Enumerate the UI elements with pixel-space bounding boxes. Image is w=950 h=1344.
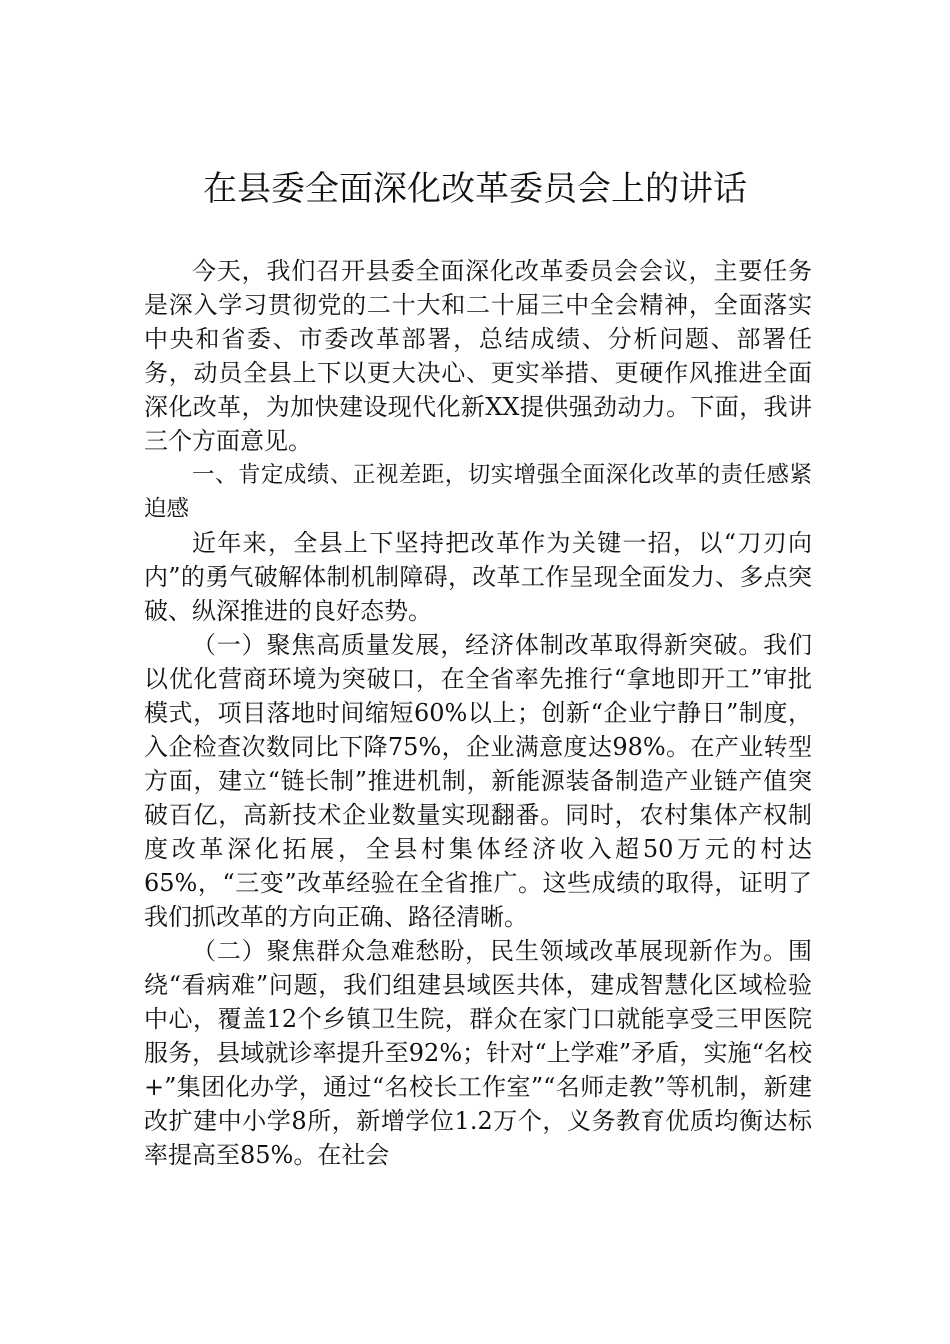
paragraph-livelihood-reform: （二）聚焦群众急难愁盼，民生领域改革展现新作为。围绕“看病难”问题，我们组建县域医共体，建成智慧化区域检验中心，覆盖12个乡镇卫生院，群众在家门口就能享受三甲医院服务，县域就诊率提升至92%；针对“上学难”矛盾，实施“名校+”集团化办学，通过“名校长工作室”“名师走教”等机制，新建改扩建中小学8所，新增学位1.2万个，义务教育优质均衡达标率提高至85%。在社会 bbox=[144, 937, 812, 1169]
document-title: 在县委全面深化改革委员会上的讲话 bbox=[203, 169, 747, 209]
section-heading-1: 一、肯定成绩、正视差距，切实增强全面深化改革的责任感紧迫感 bbox=[144, 462, 812, 522]
paragraph-overview: 近年来，全县上下坚持把改革作为关键一招，以“刀刃向内”的勇气破解体制机制障碍，改革工作呈现全面发力、多点突破、纵深推进的良好态势。 bbox=[144, 529, 812, 625]
paragraph-intro: 今天，我们召开县委全面深化改革委员会会议，主要任务是深入学习贯彻党的二十大和二十届三中全会精神，全面落实中央和省委、市委改革部署，总结成绩、分析问题、部署任务，动员全县上下以更大决心、更实举措、更硬作风推进全面深化改革，为加快建设现代化新XX提供强劲动力。下面，我讲三个方面意见。 bbox=[144, 257, 812, 455]
document-body bbox=[144, 254, 812, 1172]
paragraph-economic-reform: （一）聚焦高质量发展，经济体制改革取得新突破。我们以优化营商环境为突破口，在全省率先推行“拿地即开工”审批模式，项目落地时间缩短60%以上；创新“企业宁静日”制度，入企检查次数同比下降75%，企业满意度达98%。在产业转型方面，建立“链长制”推进机制，新能源装备制造产业链产值突破百亿，高新技术企业数量实现翻番。同时，农村集体产权制度改革深化拓展，全县村集体经济收入超50万元的村达65%，“三变”改革经验在全省推广。这些成绩的取得，证明了我们抓改革的方向正确、路径清晰。 bbox=[144, 631, 812, 931]
